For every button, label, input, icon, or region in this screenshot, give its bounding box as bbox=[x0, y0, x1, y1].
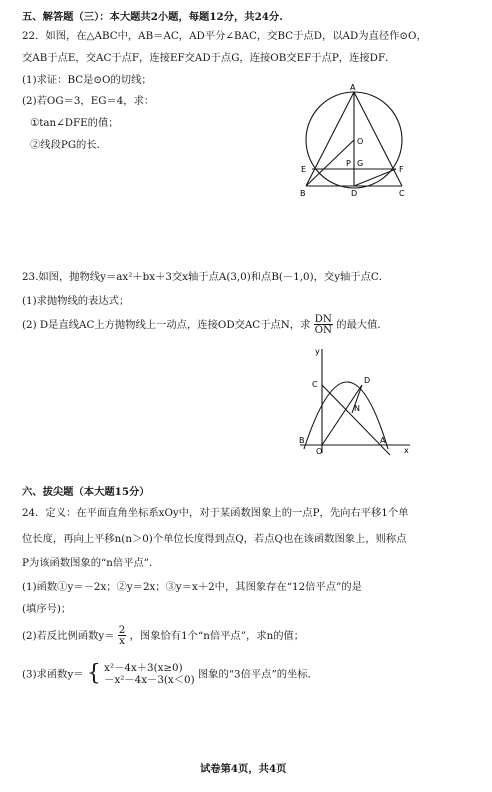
q24-part2-prefix: (2)若反比例函数y＝ bbox=[22, 629, 115, 642]
label-d: D bbox=[351, 189, 358, 198]
label-c: C bbox=[399, 189, 405, 198]
q23-figure bbox=[294, 345, 414, 457]
q24-part3-suffix: 图象的“3倍平点”的坐标． bbox=[197, 668, 318, 681]
q24-part1-tail: (填序号)； bbox=[22, 603, 72, 615]
q24-part3 bbox=[22, 662, 318, 687]
q23-fraction bbox=[314, 314, 333, 336]
q22-part1: (1)求证：BC是⊙O的切线； bbox=[22, 74, 152, 86]
label-d: D bbox=[364, 376, 371, 385]
label-e: E bbox=[301, 165, 307, 174]
label-b: B bbox=[299, 436, 305, 445]
label-b: B bbox=[300, 189, 306, 198]
q22-figure bbox=[296, 82, 426, 202]
case-2: －x²－4x－3(x＜0) bbox=[104, 674, 195, 687]
label-n: N bbox=[354, 404, 360, 413]
q22-sub2: ②线段PG的长． bbox=[30, 139, 107, 151]
label-a: A bbox=[350, 83, 356, 92]
q24-line1: 24．定义：在平面直角坐标系xOy中，对于某函数图象上的一点P，先向右平移1个单 bbox=[22, 507, 409, 519]
label-p: P bbox=[346, 159, 351, 168]
q23-frac-den: ON bbox=[314, 324, 333, 337]
q24-part3-prefix: (3)求函数y＝ bbox=[22, 668, 84, 681]
label-o: O bbox=[357, 137, 364, 146]
label-x: x bbox=[404, 446, 409, 455]
q22-line2: 交AB于点E，交AC于点F，连接EF交AD于点G，连接OB交EF于点P，连接DF． bbox=[22, 52, 396, 64]
q22-sub1: ①tan∠DFE的值； bbox=[30, 117, 119, 129]
q24-line2: 位长度，再向上平移n(n＞0)个单位长度得到点Q，若点Q也在该函数图象上，则称点 bbox=[22, 533, 407, 545]
q23-part1: (1)求抛物线的表达式； bbox=[22, 295, 130, 307]
piecewise-cases bbox=[104, 662, 194, 687]
label-a: A bbox=[380, 436, 386, 445]
q23-part2-suffix: 的最大值． bbox=[336, 318, 388, 331]
q23-line1: 23.如图，抛物线y＝ax²＋bx＋3交x轴于点A(3,0)和点B(－1,0)，交y轴于点C． bbox=[22, 271, 390, 283]
q23-part2 bbox=[22, 314, 388, 336]
label-o: O bbox=[316, 447, 323, 456]
q24-part1: (1)函数①y＝－2x；②y＝2x；③y＝x＋2中，其图象存在“12倍平点”的是 bbox=[22, 581, 362, 593]
q22-line1: 22．如图，在△ABC中，AB＝AC，AD平分∠BAC，交BC于点D，以AD为直径作⊙O， bbox=[22, 30, 427, 42]
q24-frac-num: 2 bbox=[118, 624, 126, 636]
q23-part2-prefix: (2) D是直线AC上方抛物线上一动点，连接OD交AC于点N，求 bbox=[22, 318, 311, 331]
label-g: G bbox=[357, 159, 364, 168]
seg-ab bbox=[306, 92, 354, 186]
piecewise-brace: { bbox=[86, 661, 101, 687]
section5-title: 五、解答题（三）：本大题共2小题，每题12分，共24分. bbox=[22, 11, 283, 23]
page-footer: 试卷第4页，共4页 bbox=[200, 763, 287, 775]
q24-line3: P为该函数图象的“n倍平点”． bbox=[22, 557, 160, 569]
case-1: x²－4x＋3(x≥0) bbox=[104, 662, 183, 674]
q23-frac-num: DN bbox=[314, 313, 332, 325]
q24-part2-suffix: ，图象恰有1个“n倍平点”，求n的值； bbox=[129, 629, 305, 642]
label-c: C bbox=[312, 380, 318, 389]
q24-frac-den: x bbox=[119, 635, 125, 648]
section6-title: 六、拔尖题（本大题15分） bbox=[22, 486, 150, 498]
label-y: y bbox=[315, 347, 320, 356]
label-f: F bbox=[399, 165, 404, 174]
q24-fraction bbox=[118, 625, 127, 647]
seg-od bbox=[322, 385, 362, 445]
q24-part2 bbox=[22, 625, 304, 647]
parabola bbox=[304, 382, 388, 449]
q22-part2: (2)若OG＝3，EG＝4，求： bbox=[22, 95, 155, 107]
